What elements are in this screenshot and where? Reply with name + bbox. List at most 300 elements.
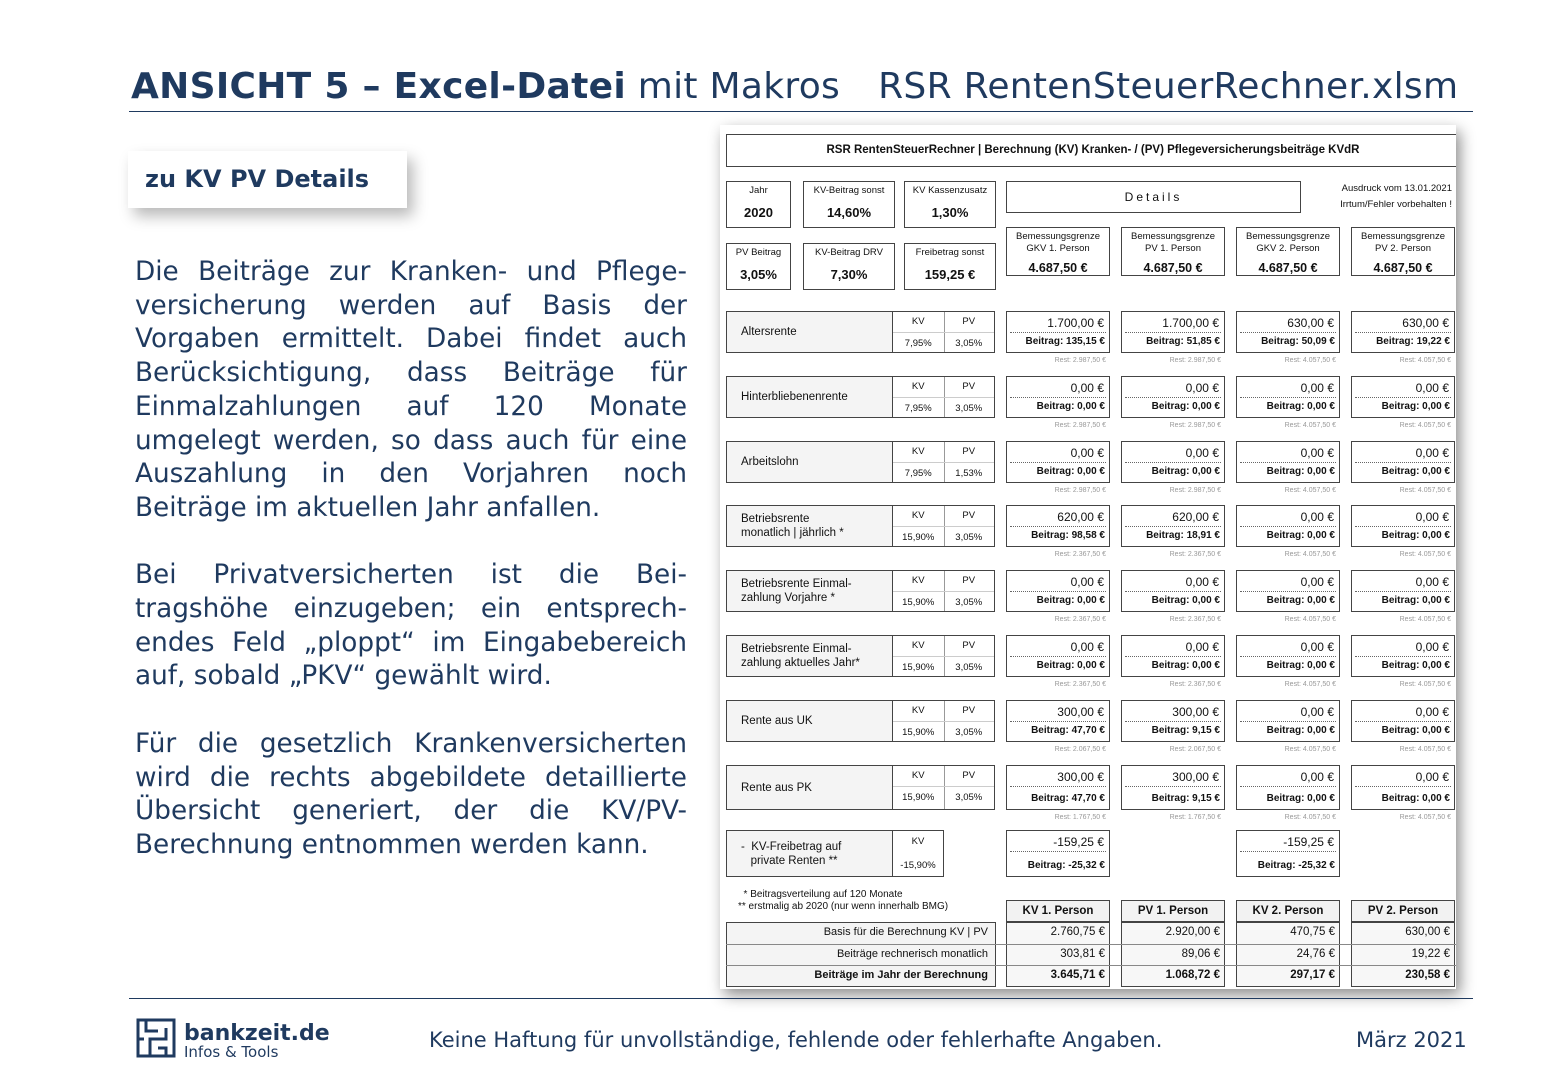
beitrag-value: Beitrag: 0,00 € — [1036, 595, 1105, 606]
rate-divider-h — [893, 786, 994, 787]
rest-value: Rest: 4.057,50 € — [1399, 616, 1451, 623]
bmg-label2-1: PV 1. Person — [1145, 243, 1201, 254]
bmg-label2-0: GKV 1. Person — [1026, 243, 1090, 254]
rest-value: Rest: 4.057,50 € — [1399, 814, 1451, 821]
summary-row-divider — [726, 944, 1456, 945]
rest-value: Rest: 2.987,50 € — [1169, 422, 1221, 429]
amount-value: 0,00 € — [1070, 640, 1104, 654]
row-label-text-4 — [741, 577, 852, 605]
rest-value: Rest: 4.057,50 € — [1399, 681, 1451, 688]
bmg-value-2: 4.687,50 € — [1258, 261, 1318, 275]
param-label-2: KV Kassenzusatz — [912, 185, 988, 196]
rest-value: Rest: 2.987,50 € — [1054, 422, 1106, 429]
summary-value: 470,75 € — [1290, 926, 1335, 938]
row-label-line: Betriebsrente Einmal- — [741, 578, 852, 590]
param-value-4: 7,30% — [830, 267, 868, 282]
amount-separator — [1355, 721, 1451, 722]
amount-separator — [1010, 397, 1106, 398]
beitrag-value: Beitrag: 0,00 € — [1266, 725, 1335, 736]
amount-value: 0,00 € — [1415, 640, 1449, 654]
amount-separator — [1125, 721, 1221, 722]
pv-rate: 3,05% — [955, 338, 983, 349]
beitrag-value: Beitrag: 135,15 € — [1025, 336, 1105, 347]
rest-value: Rest: 2.367,50 € — [1054, 551, 1106, 558]
pv-header: PV — [962, 446, 976, 457]
amount-separator — [1240, 332, 1336, 333]
summary-value: 230,58 € — [1405, 969, 1450, 981]
param-label-3: PV Beitrag — [735, 247, 782, 258]
amount-separator — [1240, 656, 1336, 657]
beitrag-value: Beitrag: 19,22 € — [1376, 336, 1450, 347]
kv-rate: 15,90% — [902, 662, 935, 673]
rest-value: Rest: 2.987,50 € — [1054, 357, 1106, 364]
bmg-label2-2: GKV 2. Person — [1256, 243, 1320, 254]
summary-header-0: KV 1. Person — [1006, 900, 1110, 922]
page-title — [131, 66, 1458, 107]
amount-value: 630,00 € — [1287, 316, 1334, 330]
amount-value: 0,00 € — [1415, 510, 1449, 524]
row-label-1 — [726, 376, 893, 418]
beitrag-value: Beitrag: 0,00 € — [1266, 660, 1335, 671]
beitrag-value: Beitrag: 0,00 € — [1266, 530, 1335, 541]
amount-value: 620,00 € — [1172, 510, 1219, 524]
row-label-line: zahlung Vorjahre * — [741, 592, 835, 604]
bmg-label1-2: Bemessungsgrenze — [1246, 231, 1330, 242]
kv-rate: 15,90% — [902, 532, 935, 543]
row-7-amount-3 — [1351, 765, 1455, 810]
rest-value: Rest: 2.367,50 € — [1054, 616, 1106, 623]
row-label-text-1 — [741, 390, 848, 404]
summary-value: 630,00 € — [1405, 926, 1450, 938]
kv-rate: 7,95% — [904, 338, 932, 349]
param-box-4 — [803, 243, 895, 290]
row-7-amount-2 — [1236, 765, 1340, 810]
summary-value: 89,06 € — [1181, 947, 1220, 960]
param-label-4: KV-Beitrag DRV — [815, 247, 883, 258]
kv-header: KV — [911, 705, 925, 716]
summary-value: 303,81 € — [1060, 947, 1105, 960]
kv-rate: 7,95% — [904, 403, 932, 414]
row-1-amount-2 — [1236, 376, 1340, 418]
sheet-title: RSR RentenSteuerRechner | Berechnung (KV) Kranken- / (PV) Pflegeversicherungsbeiträge KVdR — [726, 134, 1456, 167]
param-label-0: Jahr — [749, 185, 768, 196]
beitrag-value: Beitrag: 0,00 € — [1151, 660, 1220, 671]
beitrag-value: Beitrag: 50,09 € — [1261, 336, 1335, 347]
beitrag-value: Beitrag: 0,00 € — [1266, 466, 1335, 477]
row-label-4 — [726, 570, 893, 612]
amount-separator — [1355, 786, 1451, 787]
rest-value: Rest: 4.057,50 € — [1284, 487, 1336, 494]
pv-rate: 3,05% — [955, 662, 983, 673]
row-label-line: Rente aus UK — [741, 715, 813, 727]
rate-divider-h — [893, 462, 994, 463]
rest-value: Rest: 4.057,50 € — [1284, 551, 1336, 558]
rest-value: Rest: 4.057,50 € — [1399, 422, 1451, 429]
amount-value: 300,00 € — [1057, 770, 1104, 784]
bmg-value-0: 4.687,50 € — [1028, 261, 1088, 275]
row-rates-7 — [892, 765, 995, 810]
print-disclaimer: Irrtum/Fehler vorbehalten ! — [1340, 199, 1452, 210]
row-5-amount-0 — [1006, 635, 1110, 677]
pv-header: PV — [962, 381, 976, 392]
amount-value: 0,00 € — [1300, 705, 1334, 719]
row-7-amount-1 — [1121, 765, 1225, 810]
row-rates-1 — [892, 376, 995, 418]
logo-subtitle: Infos & Tools — [184, 1043, 279, 1061]
pv-rate: 3,05% — [955, 597, 983, 608]
bmg-box-2 — [1236, 227, 1340, 276]
row-3-amount-2 — [1236, 505, 1340, 547]
kv-rate: -15,90% — [900, 860, 936, 871]
pv-rate: 3,05% — [955, 792, 983, 803]
row-label-0 — [726, 311, 893, 353]
row-0-amount-2 — [1236, 311, 1340, 353]
amount-value: 0,00 € — [1070, 446, 1104, 460]
row-label-text-7 — [741, 781, 812, 795]
beitrag-value: Beitrag: 0,00 € — [1151, 595, 1220, 606]
row-rates-3 — [892, 505, 995, 547]
rate-divider-h — [893, 332, 994, 333]
bmg-label2-3: PV 2. Person — [1375, 243, 1431, 254]
row-2-amount-2 — [1236, 441, 1340, 483]
row-label-6 — [726, 700, 893, 742]
summary-header-3: PV 2. Person — [1351, 900, 1455, 922]
row-label-line: Rente aus PK — [741, 781, 812, 794]
details-box: Details — [1006, 181, 1301, 213]
amount-value: 620,00 € — [1057, 510, 1104, 524]
param-box-1 — [803, 181, 895, 228]
beitrag-value: Beitrag: 0,00 € — [1381, 725, 1450, 736]
beitrag-value: Beitrag: 0,00 € — [1381, 793, 1450, 804]
amount-separator — [1240, 397, 1336, 398]
pv-header: PV — [962, 575, 976, 586]
beitrag-value: Beitrag: 51,85 € — [1146, 336, 1220, 347]
amount-separator — [1240, 851, 1336, 852]
bmg-box-0 — [1006, 227, 1110, 276]
amount-value: 300,00 € — [1172, 770, 1219, 784]
amount-value: -159,25 € — [1053, 835, 1104, 849]
row-label-5 — [726, 635, 893, 677]
pv-header: PV — [962, 705, 976, 716]
freibetrag-rate — [892, 830, 944, 877]
excel-sheet-screenshot — [720, 125, 1456, 989]
rate-divider-h — [893, 721, 994, 722]
amount-value: 0,00 € — [1300, 575, 1334, 589]
row-label-text-3 — [741, 512, 844, 540]
amount-separator — [1125, 397, 1221, 398]
beitrag-value: Beitrag: 0,00 € — [1151, 466, 1220, 477]
amount-separator — [1355, 462, 1451, 463]
amount-value: 0,00 € — [1300, 640, 1334, 654]
kv-header: KV — [911, 640, 925, 651]
amount-separator — [1010, 656, 1106, 657]
summary-value: 1.068,72 € — [1165, 969, 1220, 981]
amount-value: 0,00 € — [1070, 381, 1104, 395]
pv-header: PV — [962, 640, 976, 651]
amount-separator — [1010, 786, 1106, 787]
amount-value: 0,00 € — [1415, 446, 1449, 460]
rest-value: Rest: 2.987,50 € — [1169, 357, 1221, 364]
kv-header: KV — [911, 836, 925, 847]
row-7-amount-0 — [1006, 765, 1110, 810]
title-normal: mit Makros — [637, 66, 841, 107]
amount-separator — [1355, 591, 1451, 592]
amount-value: 0,00 € — [1415, 705, 1449, 719]
row-label-line: monatlich | jährlich * — [741, 527, 844, 539]
row-4-amount-0 — [1006, 570, 1110, 612]
param-label-1: KV-Beitrag sonst — [813, 185, 885, 196]
freibetrag-amount-1 — [1236, 830, 1340, 877]
bmg-value-3: 4.687,50 € — [1373, 261, 1433, 275]
row-label-line: Altersrente — [741, 326, 797, 338]
summary-header-2: KV 2. Person — [1236, 900, 1340, 922]
rest-value: Rest: 2.367,50 € — [1169, 681, 1221, 688]
row-label-line: Arbeitslohn — [741, 456, 799, 468]
rest-value: Rest: 4.057,50 € — [1284, 814, 1336, 821]
beitrag-value: Beitrag: 0,00 € — [1381, 466, 1450, 477]
row-label-7 — [726, 765, 893, 810]
kv-header: KV — [911, 381, 925, 392]
pv-header: PV — [962, 316, 976, 327]
row-6-amount-2 — [1236, 700, 1340, 742]
amount-value: 300,00 € — [1057, 705, 1104, 719]
beitrag-value: Beitrag: 0,00 € — [1266, 401, 1335, 412]
rest-value: Rest: 4.057,50 € — [1399, 551, 1451, 558]
amount-value: 0,00 € — [1300, 381, 1334, 395]
header-divider — [129, 111, 1473, 112]
beitrag-value: Beitrag: -25,32 € — [1027, 860, 1105, 871]
rate-divider-h — [893, 656, 994, 657]
rest-value: Rest: 2.987,50 € — [1169, 487, 1221, 494]
amount-separator — [1240, 591, 1336, 592]
beitrag-value: Beitrag: 9,15 € — [1151, 725, 1220, 736]
kv-header: KV — [911, 316, 925, 327]
beitrag-value: Beitrag: -25,32 € — [1257, 860, 1335, 871]
row-5-amount-2 — [1236, 635, 1340, 677]
paragraph-3: Für die gesetzlich Krankenversicherten wird die rechts abgebildete detaillierte Übersicht generiert, der die KV/PV-Berechnung entnommen werden kann. — [135, 728, 687, 860]
pv-rate: 1,53% — [955, 468, 983, 479]
amount-value: 0,00 € — [1185, 640, 1219, 654]
row-label-3 — [726, 505, 893, 547]
beitrag-value: Beitrag: 0,00 € — [1381, 530, 1450, 541]
beitrag-value: Beitrag: 47,70 € — [1031, 793, 1105, 804]
amount-separator — [1240, 721, 1336, 722]
amount-separator — [1240, 462, 1336, 463]
beitrag-value: Beitrag: 0,00 € — [1381, 595, 1450, 606]
param-box-2 — [904, 181, 996, 228]
summary-label-2: Beiträge im Jahr der Berechnung — [814, 969, 988, 981]
rest-value: Rest: 4.057,50 € — [1399, 746, 1451, 753]
amount-value: 0,00 € — [1185, 446, 1219, 460]
freibetrag-label-line: - KV-Freibetrag auf — [741, 840, 842, 853]
row-6-amount-3 — [1351, 700, 1455, 742]
disclaimer-text: Keine Haftung für unvollständige, fehlende oder fehlerhafte Angaben. — [429, 1028, 1163, 1052]
amount-separator — [1010, 721, 1106, 722]
bankzeit-maze-icon — [136, 1017, 336, 1063]
row-label-line: zahlung aktuelles Jahr* — [741, 657, 860, 669]
row-6-amount-0 — [1006, 700, 1110, 742]
amount-value: -159,25 € — [1283, 835, 1334, 849]
rest-value: Rest: 4.057,50 € — [1284, 422, 1336, 429]
kv-header: KV — [911, 770, 925, 781]
beitrag-value: Beitrag: 0,00 € — [1151, 401, 1220, 412]
row-1-amount-0 — [1006, 376, 1110, 418]
kv-rate: 7,95% — [904, 468, 932, 479]
row-2-amount-0 — [1006, 441, 1110, 483]
summary-row-divider — [726, 965, 1456, 966]
beitrag-value: Beitrag: 0,00 € — [1036, 466, 1105, 477]
row-5-amount-3 — [1351, 635, 1455, 677]
row-6-amount-1 — [1121, 700, 1225, 742]
amount-value: 300,00 € — [1172, 705, 1219, 719]
paragraph-2: Bei Privatversicherten ist die Bei-tragshöhe einzugeben; ein entsprech-endes Feld „ploppt“ im Eingabebereich auf, sobald „PKV“ gewählt wird. — [135, 560, 687, 692]
row-label-line: Betriebsrente — [741, 513, 810, 525]
kv-rate: 15,90% — [902, 727, 935, 738]
rate-divider-h — [893, 526, 994, 527]
beitrag-value: Beitrag: 0,00 € — [1036, 660, 1105, 671]
amount-separator — [1240, 526, 1336, 527]
row-rates-0 — [892, 311, 995, 353]
beitrag-value: Beitrag: 0,00 € — [1266, 595, 1335, 606]
description-text — [135, 256, 687, 896]
param-value-0: 2020 — [744, 205, 773, 220]
bmg-label1-0: Bemessungsgrenze — [1016, 231, 1100, 242]
amount-value: 0,00 € — [1185, 575, 1219, 589]
row-1-amount-1 — [1121, 376, 1225, 418]
pv-header: PV — [962, 510, 976, 521]
beitrag-value: Beitrag: 18,91 € — [1146, 530, 1220, 541]
amount-value: 0,00 € — [1300, 770, 1334, 784]
bmg-value-1: 4.687,50 € — [1143, 261, 1203, 275]
paragraph-1: Die Beiträge zur Kranken- und Pflege-versicherung werden auf Basis der Vorgaben ermittelt. Dabei findet auch Berücksichtigung, dass Beiträge für Einmalzahlungen auf 120 Monate umgelegt werden, so dass auch für eine Auszahlung in den Vorjahren noch Beiträge im aktuellen Jahr anfallen. — [135, 257, 687, 523]
row-5-amount-1 — [1121, 635, 1225, 677]
amount-separator — [1240, 786, 1336, 787]
amount-value: 0,00 € — [1300, 446, 1334, 460]
bmg-label1-3: Bemessungsgrenze — [1361, 231, 1445, 242]
row-3-amount-0 — [1006, 505, 1110, 547]
amount-separator — [1355, 526, 1451, 527]
rest-value: Rest: 4.057,50 € — [1399, 357, 1451, 364]
amount-value: 0,00 € — [1415, 770, 1449, 784]
title-file: RSR RentenSteuerRechner.xlsm — [878, 66, 1459, 107]
row-3-amount-3 — [1351, 505, 1455, 547]
summary-label-1: Beiträge rechnerisch monatlich — [836, 947, 988, 960]
pv-header: PV — [962, 770, 976, 781]
amount-value: 1.700,00 € — [1047, 316, 1104, 330]
row-2-amount-1 — [1121, 441, 1225, 483]
footnote-1: * Beitragsverteilung auf 120 Monate — [738, 889, 903, 900]
amount-separator — [1355, 332, 1451, 333]
kv-header: KV — [911, 575, 925, 586]
amount-value: 0,00 € — [1415, 575, 1449, 589]
param-value-3: 3,05% — [740, 267, 777, 282]
rest-value: Rest: 1.767,50 € — [1169, 814, 1221, 821]
rest-value: Rest: 2.367,50 € — [1054, 681, 1106, 688]
rest-value: Rest: 2.067,50 € — [1169, 746, 1221, 753]
summary-value: 2.920,00 € — [1165, 926, 1220, 938]
beitrag-value: Beitrag: 0,00 € — [1036, 401, 1105, 412]
amount-value: 0,00 € — [1415, 381, 1449, 395]
logo-title: bankzeit.de — [184, 1021, 330, 1046]
bmg-box-3 — [1351, 227, 1455, 276]
kv-rate: 15,90% — [902, 597, 935, 608]
row-2-amount-3 — [1351, 441, 1455, 483]
summary-label-0: Basis für die Berechnung KV | PV — [823, 926, 988, 938]
amount-separator — [1125, 462, 1221, 463]
row-rates-4 — [892, 570, 995, 612]
row-rates-5 — [892, 635, 995, 677]
row-1-amount-3 — [1351, 376, 1455, 418]
amount-separator — [1010, 851, 1106, 852]
param-box-5 — [904, 243, 996, 290]
pv-rate: 3,05% — [955, 532, 983, 543]
pv-rate: 3,05% — [955, 727, 983, 738]
amount-separator — [1355, 397, 1451, 398]
beitrag-value: Beitrag: 47,70 € — [1031, 725, 1105, 736]
footer-divider — [129, 998, 1473, 999]
freibetrag-label-line: private Renten ** — [741, 854, 838, 867]
param-value-1: 14,60% — [826, 205, 872, 220]
rest-value: Rest: 2.367,50 € — [1169, 551, 1221, 558]
beitrag-value: Beitrag: 98,58 € — [1031, 530, 1105, 541]
amount-value: 1.700,00 € — [1162, 316, 1219, 330]
row-0-amount-0 — [1006, 311, 1110, 353]
amount-separator — [1125, 332, 1221, 333]
footer-date: März 2021 — [1356, 1028, 1467, 1052]
row-label-line: Hinterbliebenenrente — [741, 391, 848, 403]
kv-header: KV — [911, 510, 925, 521]
row-label-text-5 — [741, 642, 860, 670]
rest-value: Rest: 4.057,50 € — [1284, 616, 1336, 623]
rest-value: Rest: 1.767,50 € — [1054, 814, 1106, 821]
summary-value: 24,76 € — [1296, 947, 1335, 960]
bmg-label1-1: Bemessungsgrenze — [1131, 231, 1215, 242]
amount-value: 0,00 € — [1300, 510, 1334, 524]
rate-divider-h — [893, 397, 994, 398]
footnote-2: ** erstmalig ab 2020 (nur wenn innerhalb BMG) — [738, 901, 949, 912]
kv-pv-details-button[interactable]: zu KV PV Details — [128, 151, 407, 208]
amount-value: 630,00 € — [1402, 316, 1449, 330]
amount-separator — [1010, 332, 1106, 333]
kv-header: KV — [911, 446, 925, 457]
freibetrag-label — [726, 830, 893, 877]
amount-separator — [1010, 591, 1106, 592]
amount-value: 0,00 € — [1185, 381, 1219, 395]
rest-value: Rest: 4.057,50 € — [1399, 487, 1451, 494]
beitrag-value: Beitrag: 9,15 € — [1151, 793, 1220, 804]
rest-value: Rest: 2.367,50 € — [1169, 616, 1221, 623]
print-note — [1320, 181, 1452, 213]
freibetrag-amount-0 — [1006, 830, 1110, 877]
summary-value: 19,22 € — [1411, 947, 1450, 960]
beitrag-value: Beitrag: 0,00 € — [1381, 660, 1450, 671]
amount-separator — [1125, 656, 1221, 657]
row-label-text-6 — [741, 714, 813, 728]
amount-separator — [1010, 526, 1106, 527]
amount-separator — [1010, 462, 1106, 463]
row-label-2 — [726, 441, 893, 483]
amount-separator — [1125, 591, 1221, 592]
row-0-amount-1 — [1121, 311, 1225, 353]
row-0-amount-3 — [1351, 311, 1455, 353]
param-label-5: Freibetrag sonst — [915, 247, 985, 258]
freibetrag-label-text — [741, 840, 841, 868]
rest-value: Rest: 4.057,50 € — [1284, 681, 1336, 688]
summary-value: 2.760,75 € — [1050, 926, 1105, 938]
row-4-amount-2 — [1236, 570, 1340, 612]
row-rates-2 — [892, 441, 995, 483]
param-value-5: 159,25 € — [924, 267, 976, 282]
